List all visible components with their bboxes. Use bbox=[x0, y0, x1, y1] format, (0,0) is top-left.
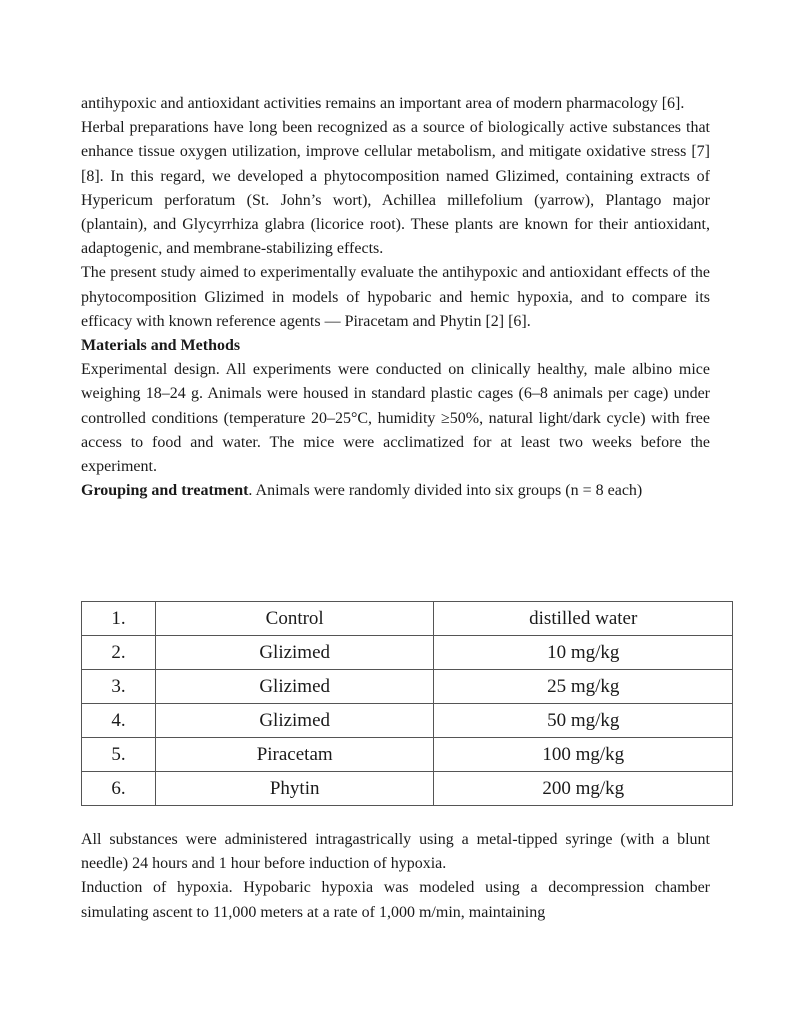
grouping-lead: Grouping and treatment bbox=[81, 482, 249, 500]
group-number: 5. bbox=[82, 738, 156, 772]
paragraph-design: Experimental design. All experiments were conducted on clinically healthy, male albino mice weighing 18–24 g. Animals were housed in standard plastic cages (6–8 animals per cage) under controlled conditions (temperature 20–25°C, humidity ≥50%, natural light/dark cycle) with free access to food and water. The mice were acclimatized for at least two weeks before the experiment. bbox=[81, 361, 710, 476]
text-block-lower bbox=[81, 828, 710, 925]
paragraph-induction: Induction of hypoxia. Hypobaric hypoxia was modeled using a decompression chamber simulating ascent to 11,000 meters at a rate of 1,000 m/min, maintaining bbox=[81, 879, 710, 921]
paragraph-intro-end: antihypoxic and antioxidant activities remains an important area of modern pharmacology [6]. bbox=[81, 95, 685, 112]
table-row bbox=[82, 636, 733, 670]
section-heading-methods: Materials and Methods bbox=[81, 337, 241, 355]
paragraph-herbal: Herbal preparations have long been recognized as a source of biologically active substances that enhance tissue oxygen utilization, improve cellular metabolism, and mitigate oxidative stress [7] [8]. In this regard, we developed a phytocomposition named Glizimed, containing extracts of Hypericum perforatum (St. John’s wort), Achillea millefolium (yarrow), Plantago major (plantain), and Glycyrrhiza glabra (licorice root). These plants are known for their antioxidant, adaptogenic, and membrane-stabilizing effects. bbox=[81, 119, 710, 258]
group-dose: 200 mg/kg bbox=[434, 772, 733, 806]
paragraph-aim: The present study aimed to experimentally evaluate the antihypoxic and antioxidant effects of the phytocomposition Glizimed in models of hypobaric and hemic hypoxia, and to compare its efficacy with known reference agents — Piracetam and Phytin [2] [6]. bbox=[81, 264, 710, 330]
paragraph-administration: All substances were administered intragastrically using a metal-tipped syringe (with a blunt needle) 24 hours and 1 hour before induction of hypoxia. bbox=[81, 831, 710, 873]
table-row bbox=[82, 670, 733, 704]
group-substance: Glizimed bbox=[155, 636, 434, 670]
groups-table bbox=[81, 601, 733, 806]
group-substance: Phytin bbox=[155, 772, 434, 806]
group-number: 6. bbox=[82, 772, 156, 806]
group-dose: 100 mg/kg bbox=[434, 738, 733, 772]
text-block-upper bbox=[81, 92, 710, 503]
group-substance: Glizimed bbox=[155, 670, 434, 704]
table-row bbox=[82, 738, 733, 772]
group-dose: distilled water bbox=[434, 602, 733, 636]
group-dose: 10 mg/kg bbox=[434, 636, 733, 670]
group-number: 2. bbox=[82, 636, 156, 670]
table-row bbox=[82, 602, 733, 636]
paragraph-grouping bbox=[81, 479, 710, 503]
grouping-text: . Animals were randomly divided into six groups (n = 8 each) bbox=[248, 482, 643, 500]
group-substance: Control bbox=[155, 602, 434, 636]
group-dose: 50 mg/kg bbox=[434, 704, 733, 738]
group-substance: Piracetam bbox=[155, 738, 434, 772]
group-substance: Glizimed bbox=[155, 704, 434, 738]
table-row bbox=[82, 704, 733, 738]
group-number: 4. bbox=[82, 704, 156, 738]
group-number: 3. bbox=[82, 670, 156, 704]
group-dose: 25 mg/kg bbox=[434, 670, 733, 704]
table-row bbox=[82, 772, 733, 806]
group-number: 1. bbox=[82, 602, 156, 636]
